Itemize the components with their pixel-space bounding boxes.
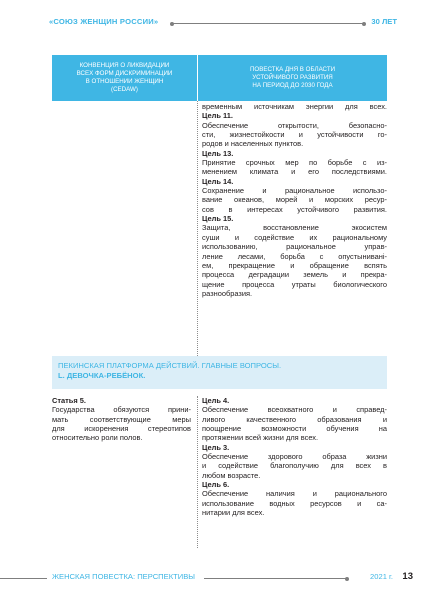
text-line: родов и населенных пунктов. [202, 139, 304, 149]
text-line: мать соответствующие меры [52, 414, 191, 424]
text-line: относительно роли полов. [52, 433, 143, 443]
block1-right-cell [202, 102, 387, 298]
table-header-left-line: В ОТНОШЕНИИ ЖЕНЩИН [85, 78, 164, 85]
block1-left-cell [52, 101, 198, 356]
text-line: протяжении всей жизни для всех. [202, 433, 319, 443]
goal-heading: Цель 11. [202, 111, 233, 121]
text-line: ем, прекращение и обращение вспять [202, 260, 387, 270]
table-header-left [52, 55, 198, 101]
goal-heading: Цель 6. [202, 480, 230, 490]
footer-year: 2021 г. [370, 572, 393, 581]
goal-heading: Цель 4. [202, 396, 230, 405]
header-title: «СОЮЗ ЖЕНЩИН РОССИИ» [49, 17, 159, 26]
footer-title: ЖЕНСКАЯ ПОВЕСТКА: ПЕРСПЕКТИВЫ [52, 572, 196, 581]
text-line: использованию, рациональное управ- [202, 242, 387, 252]
section-title: ПЕКИНСКАЯ ПЛАТФОРМА ДЕЙСТВИЙ. ГЛАВНЫЕ ВОПРОСЫ. [58, 361, 282, 370]
table-header-left-line: (CEDAW) [111, 86, 138, 94]
text-line: и содействие благополучию для всех в [202, 461, 387, 471]
page-header [0, 17, 437, 31]
page-footer [0, 572, 437, 586]
text-line: поощрение возможности обучения на [202, 424, 387, 434]
text-line: Защита, восстановление экосистем [202, 223, 387, 233]
block2-left-cell [52, 396, 198, 548]
header-years: 30 ЛЕТ [371, 17, 397, 26]
text-line: Сохранение и рациональное использо- [202, 186, 387, 196]
text-line: любом возрасте. [202, 470, 261, 480]
text-line: менением климата и его последствиями. [202, 167, 387, 177]
section-bar [52, 356, 387, 389]
text-line: Государства обязуются прини- [52, 405, 191, 415]
text-line: сти, жизнестойкости и устойчивости го- [202, 130, 387, 140]
text-line: нитарии для всех. [202, 508, 265, 518]
goal-heading: Статья 5. [52, 396, 86, 405]
text-line: использование водных ресурсов и са- [202, 498, 387, 508]
text-line: Обеспечение открытости, безопасно- [202, 120, 387, 130]
text-line: ление лесами, борьба с опустыниванi- [202, 251, 387, 261]
footer-rule [204, 578, 347, 579]
text-line: Обеспечение всеохватного и справед- [202, 405, 387, 415]
goal-heading: Цель 14. [202, 176, 234, 186]
text-line: процесса деградации земель и прекра- [202, 270, 387, 280]
section-subtitle: L. ДЕВОЧКА-РЕБЁНОК. [58, 371, 146, 380]
goal-heading: Цель 3. [202, 442, 230, 452]
goal-heading: Цель 15. [202, 214, 234, 224]
text-line: временным источникам энергии для всех. [202, 102, 387, 111]
text-line: сов в интересах устойчивого развития. [202, 204, 387, 214]
table-header-right-line: УСТОЙЧИВОГО РАЗВИТИЯ [252, 73, 333, 81]
goal-heading: Цель 13. [202, 148, 234, 158]
text-line: Обеспечение наличия и рационального [202, 489, 387, 499]
table-header-left-line: ВСЕХ ФОРМ ДИСКРИМИНАЦИИ [76, 69, 173, 77]
text-line: суши и содействие их рациональному [202, 232, 387, 242]
header-rule [172, 23, 364, 24]
text-line: ливого качественного образования и [202, 414, 387, 424]
table-header-right [198, 55, 387, 101]
text-line: щение процесса утраты биологического [202, 279, 387, 289]
table-header-left-line: КОНВЕНЦИЯ О ЛИКВИДАЦИИ [79, 61, 170, 69]
text-line: разнообразия. [202, 288, 253, 298]
table-header-right-line: ПОВЕСТКА ДНЯ В ОБЛАСТИ [249, 65, 336, 73]
text-line: Обеспечение здорового образа жизни [202, 452, 387, 462]
text-line: Принятие срочных мер по борьбе с из- [202, 158, 387, 168]
footer-rule-left [0, 578, 47, 579]
text-line: вание океанов, морей и морских ресур- [202, 195, 387, 205]
text-line: для искоренения стереотипов [52, 424, 191, 434]
table-header-right-line: НА ПЕРИОД ДО 2030 ГОДА [252, 82, 333, 90]
page-number: 13 [402, 571, 413, 582]
table-header [52, 55, 387, 101]
block2-right-cell [202, 396, 387, 517]
